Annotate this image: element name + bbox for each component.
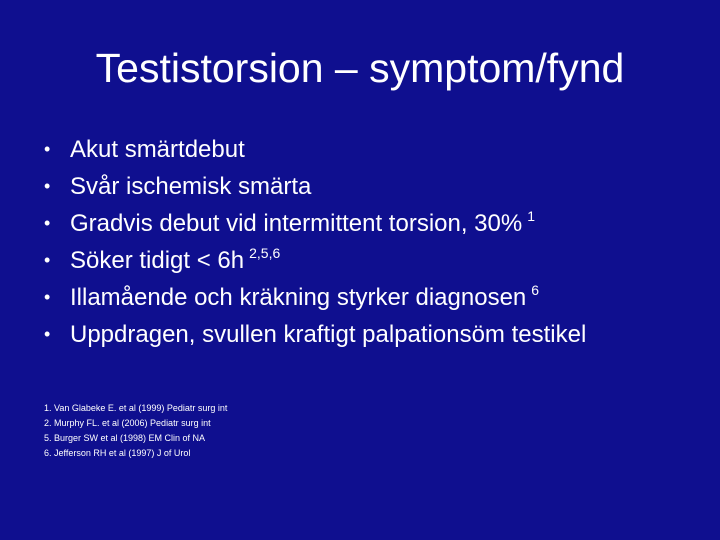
bullet-dot-icon: • — [44, 287, 51, 307]
bullet-label: Söker tidigt < 6h — [70, 247, 245, 274]
bullet-text — [70, 168, 316, 208]
reference-item: 5. Burger SW et al (1998) EM Clin of NA — [44, 433, 206, 443]
bullet-label: Gradvis debut vid intermittent torsion, 30% — [70, 210, 523, 237]
bullet-label: Svår ischemisk smärta — [70, 173, 312, 200]
bullet-superscript: 2,5,6 — [249, 245, 281, 261]
bullet-text — [70, 316, 591, 356]
bullet-dot-icon: • — [44, 250, 51, 270]
bullet-label: Akut smärtdebut — [70, 136, 245, 163]
bullet-superscript: 1 — [527, 208, 536, 224]
bullet-label: Illamående och kräkning styrker diagnosen — [70, 284, 527, 311]
reference-list — [44, 401, 227, 461]
bullet-text — [70, 279, 539, 319]
reference-item: 6. Jefferson RH et al (1997) J of Urol — [44, 448, 191, 458]
bullet-text — [70, 205, 535, 245]
bullet-text — [70, 131, 250, 171]
bullet-superscript: 6 — [531, 282, 540, 298]
bullet-dot-icon: • — [44, 324, 51, 344]
bullet-dot-icon: • — [44, 139, 51, 159]
bullet-dot-icon: • — [44, 213, 51, 233]
slide-title: Testistorsion – symptom/fynd — [95, 45, 625, 91]
bullet-dot-icon: • — [44, 176, 51, 196]
reference-item: 2. Murphy FL. et al (2006) Pediatr surg int — [44, 418, 211, 428]
reference-item: 1. Van Glabeke E. et al (1999) Pediatr surg int — [44, 403, 228, 413]
bullet-label: Uppdragen, svullen kraftigt palpationsöm testikel — [70, 321, 587, 348]
bullet-text — [70, 242, 280, 282]
